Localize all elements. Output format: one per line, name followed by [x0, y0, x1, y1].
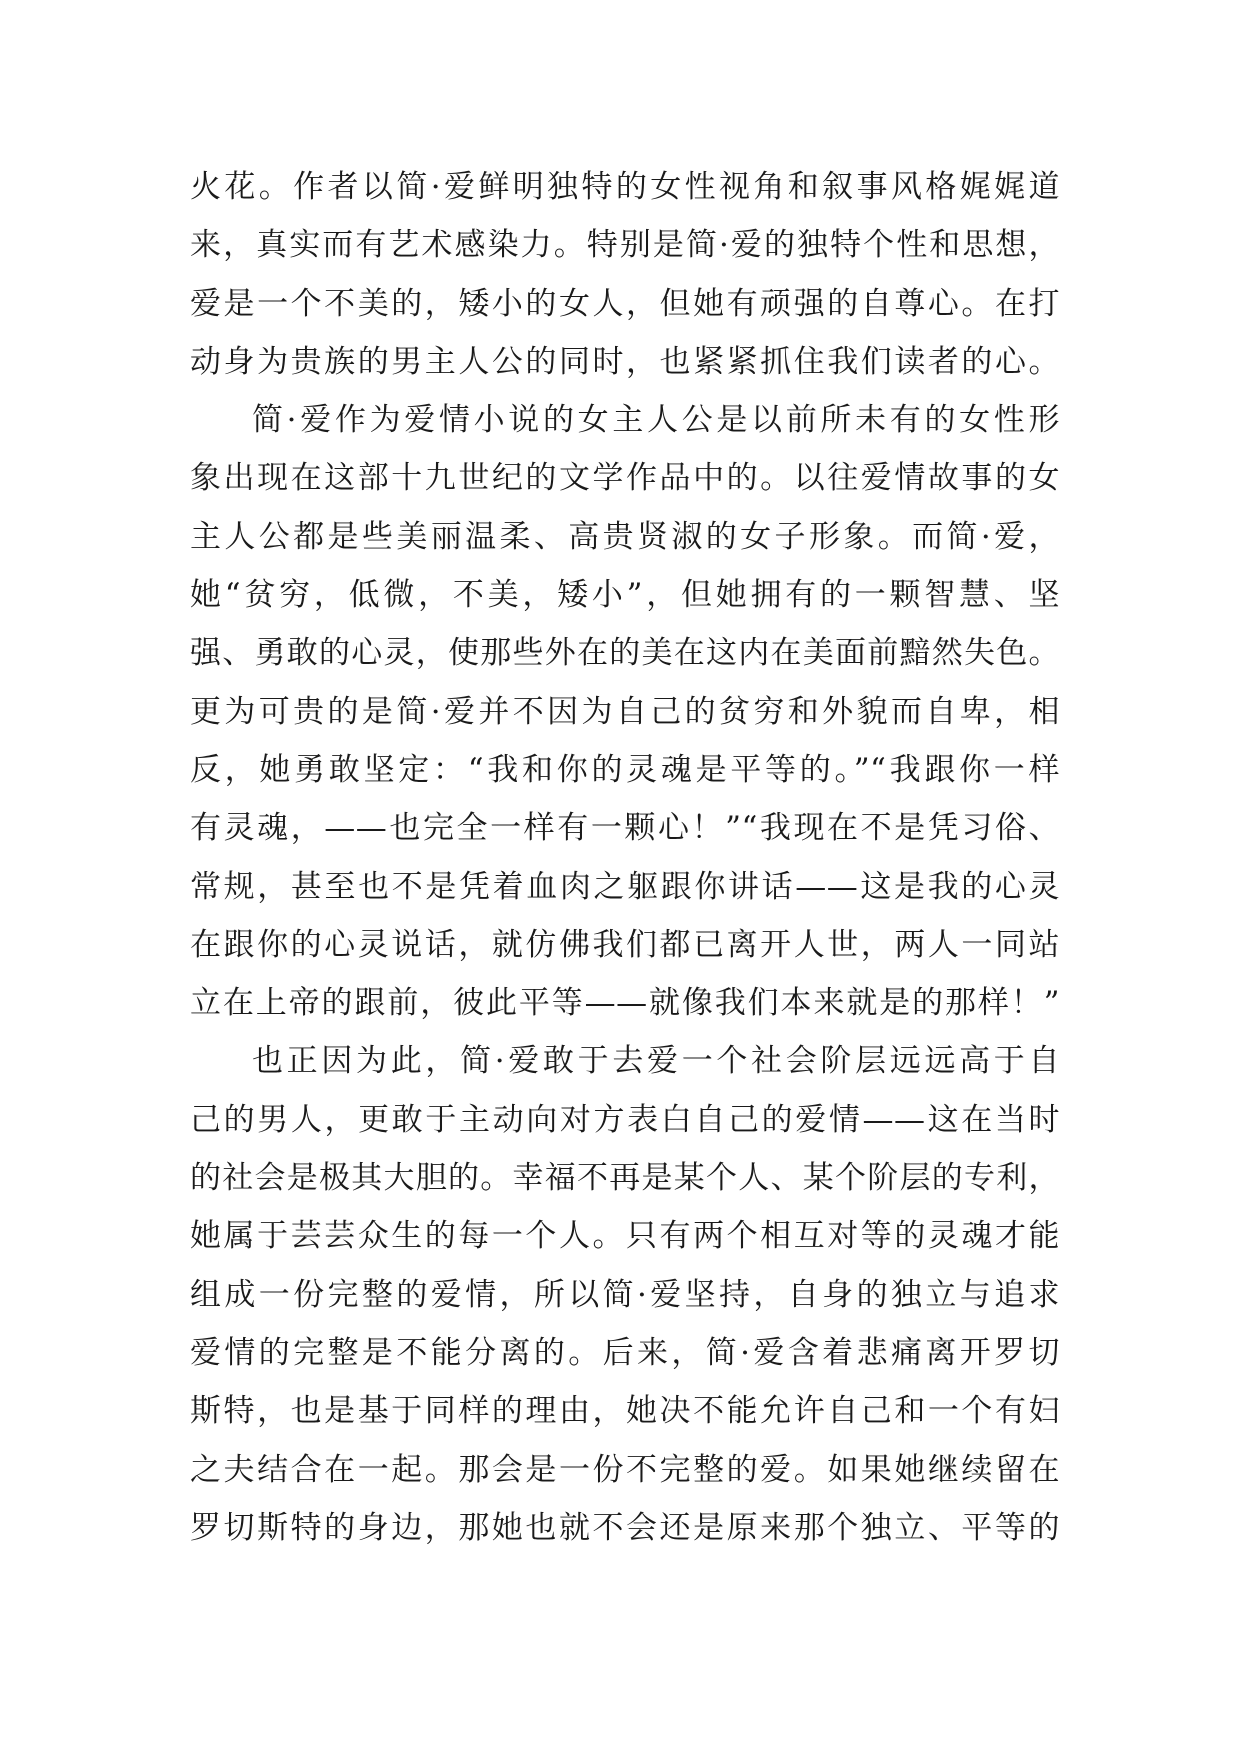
text-line: 象出现在这部十九世纪的文学作品中的。以往爱情故事的女	[190, 460, 1060, 497]
text-line: 来，真实而有艺术感染力。特别是简·爱的独特个性和思想，	[190, 227, 1060, 264]
paragraph-first-line: 简·爱作为爱情小说的女主人公是以前所未有的女性形	[252, 402, 1060, 439]
text-line: 她“贫穷，低微，不美，矮小”，但她拥有的一颗智慧、坚	[190, 577, 1060, 614]
text-line: 己的男人，更敢于主动向对方表白自己的爱情——这在当时	[190, 1101, 1060, 1138]
text-line: 主人公都是些美丽温柔、高贵贤淑的女子形象。而简·爱，	[190, 518, 1060, 555]
text-line: 强、勇敢的心灵，使那些外在的美在这内在美面前黯然失色。	[190, 635, 1060, 672]
text-line: 更为可贵的是简·爱并不因为自己的贫穷和外貌而自卑，相	[190, 693, 1060, 730]
body-text	[190, 158, 1060, 1557]
text-line: 火花。作者以简·爱鲜明独特的女性视角和叙事风格娓娓道	[190, 169, 1060, 205]
text-line: 立在上帝的跟前，彼此平等——就像我们本来就是的那样！”	[190, 985, 1060, 1022]
text-line: 她属于芸芸众生的每一个人。只有两个相互对等的灵魂才能	[190, 1218, 1060, 1255]
text-line: 之夫结合在一起。那会是一份不完整的爱。如果她继续留在	[190, 1451, 1060, 1488]
text-line: 爱情的完整是不能分离的。后来，简·爱含着悲痛离开罗切	[190, 1334, 1060, 1371]
text-line: 常规，甚至也不是凭着血肉之躯跟你讲话——这是我的心灵	[190, 868, 1060, 905]
text-line: 爱是一个不美的，矮小的女人，但她有顽强的自尊心。在打	[190, 285, 1060, 322]
text-line: 动身为贵族的男主人公的同时，也紧紧抓住我们读者的心。	[190, 343, 1060, 380]
paragraph-first-line: 也正因为此，简·爱敢于去爱一个社会阶层远远高于自	[252, 1043, 1060, 1080]
text-line: 反，她勇敢坚定：“我和你的灵魂是平等的。”“我跟你一样	[190, 751, 1060, 788]
text-line: 罗切斯特的身边，那她也就不会还是原来那个独立、平等的	[190, 1509, 1060, 1546]
text-line: 有灵魂，——也完全一样有一颗心！”“我现在不是凭习俗、	[190, 810, 1060, 847]
text-line: 组成一份完整的爱情，所以简·爱坚持，自身的独立与追求	[190, 1276, 1060, 1313]
text-line: 斯特，也是基于同样的理由，她决不能允许自己和一个有妇	[190, 1393, 1060, 1430]
text-line: 在跟你的心灵说话，就仿佛我们都已离开人世，两人一同站	[190, 926, 1060, 963]
text-line: 的社会是极其大胆的。幸福不再是某个人、某个阶层的专利，	[190, 1160, 1060, 1197]
